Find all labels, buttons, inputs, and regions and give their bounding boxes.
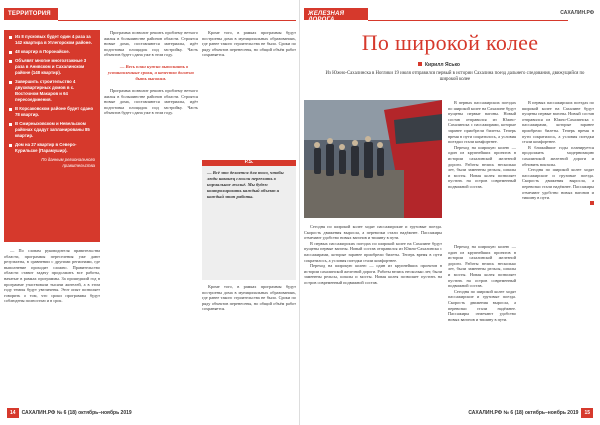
end-mark — [590, 201, 594, 205]
photo-illustration — [304, 100, 442, 218]
page-number: 15 — [581, 408, 593, 418]
article-column-4: Кроме того, в рамках программы будут построены дома в муниципальных образованиях, где ранее такого строительства не было. Сроки по ряду объектов перенесены, но общий объём работ сохраняется. — [202, 284, 296, 312]
pull-quote: — Весь план нужно выполнить в установленные сроки, а качество должно быть высоким. — [108, 63, 194, 81]
sidebar-item: Завершить строительство 4 двухквартирных домов в с. Восточном Макаров и 64 пересоединения. — [9, 79, 95, 103]
right-page — [300, 0, 600, 425]
footer-text: САХАЛИН.РФ № 6 (18) октябрь–ноябрь 2019 — [21, 410, 132, 416]
article-column-1: В первых пассажирских поездах по широкой колее на Сахалине будут пущены первые вагоны. Новый состав отправился из Южно-Сахалинска с пассажирами, которые заранее приобрели билеты. Теперь время в пути сократилось, а условия поездки стали комфортнее. Переход на широкую колею — один из крупнейших проектов в истории сахалинской железной дороги. Работы велись несколько лет, были заменены рельсы, шпалы и мосты. Новая колея позволяет пустить на остров современный подвижной состав. — [448, 100, 516, 189]
article-column-3: Сегодня по широкой колее ходят пассажирские и грузовые поезда. Скорость движения выросла, а перевозки стали надёжнее. Пассажиры отмечают удобство новых вагонов и тишину в пути. В первых пассажирских поездах по широкой колее на Сахалине будут пущены первые вагоны. Новый состав отправился из Южно-Сахалинска с пассажирами, которые заранее приобрели билеты. Теперь время в пути сократилось, а условия поездки стали комфортнее. Переход на широкую колею — один из крупнейших проектов в истории сахалинской железной дороги. Работы велись несколько лет, были заменены рельсы, шпалы и мосты. Новая колея позволяет пустить на остров современный подвижной состав. — [304, 224, 442, 285]
ps-box — [202, 160, 296, 280]
section-label: ТЕРРИТОРИЯ — [4, 8, 58, 20]
sidebar-item: Дом на 27 квартир в Северо-Курильске (Парамушир). — [9, 142, 95, 154]
page-number: 14 — [7, 408, 19, 418]
sidebar-item: 48 квартир в Поронайске. — [9, 49, 95, 55]
right-footer — [468, 408, 596, 420]
site-name: САХАЛИН.РФ — [560, 10, 594, 16]
train-photo — [304, 100, 442, 218]
sidebar-item: Объявят многие многоэтажные 3 раза в Анивском и Сахалинском районе (148 квартир). — [9, 58, 95, 76]
author-marker — [418, 62, 422, 66]
stats-sidebar — [4, 30, 100, 242]
article-column-1: — По словам руководителя правительства области, программы переселения уже дают результаты, в сравнении с другими регионами, где выполнение проходит сложно. Правительство области ставит задачу продолжить все работы, начатые в рамках программы. За прошедший год в программе участвовали тысячи жителей, а в этом году темпы будут увеличены. Этот опыт позволяет говорить о том, что сроки программы будут соблюдены полностью и в срок. — [4, 248, 100, 304]
article-column-4: В первых пассажирских поездах по широкой колее на Сахалине будут пущены первые вагоны. Новый состав отправился из Южно-Сахалинска с пассажирами, которые заранее приобрели билеты. Теперь время в пути сократилось, а условия поездки стали комфортнее. В ближайшие годы планируется продолжить модернизацию сахалинской железной дороги и обновить вокзалы. Сегодня по широкой колее ходят пассажирские и грузовые поезда. Скорость движения выросла, а перевозки стали надёжнее. Пассажиры отмечают удобство новых вагонов и тишину в пути. — [522, 100, 594, 400]
article-column-2: Переход на широкую колею — один из крупнейших проектов в истории сахалинской железной дороги. Работы велись несколько лет, были заменены рельсы, шпалы и мосты. Новая колея позволяет пустить на остров современный подвижной состав. Сегодня по широкой колее ходят пассажирские и грузовые поезда. Скорость движения выросла, а перевозки стали надёжнее. Пассажиры отмечают удобство новых вагонов и тишину в пути. — [448, 244, 516, 322]
sidebar-source: По данным регионального правительства — [41, 157, 95, 168]
footer-text: САХАЛИН.РФ № 6 (18) октябрь–ноябрь 2019 — [468, 410, 579, 416]
section-label: ЖЕЛЕЗНАЯ ДОРОГА — [304, 8, 368, 20]
lead-paragraph: Из Южно-Сахалинска в Ноглики 19 июля отправился первый в истории Сахалина поезд дальнего следования, движущийся по широкой колее — [325, 71, 585, 82]
header-rule — [58, 20, 296, 21]
left-footer — [4, 408, 132, 420]
article-column-3: Кроме того, в рамках программы будут построены дома в муниципальных образованиях, где ранее такого строительства не было. Сроки по ряду объектов перенесены, но общий объём работ сохраняется. — [202, 30, 296, 58]
ps-text: — Всё это делается для того, чтобы люди наконец смогли переехать в нормальное жильё. Мы будем контролировать каждый объект и каждый этап работы. — [207, 170, 284, 199]
author: Кирилл Ясько — [418, 62, 460, 68]
sidebar-item: Из 8 пусковых будет один 4 раза за 142 квартира в Углегорском районе. — [9, 34, 95, 46]
article-column-2: Программа позволит решить проблему ветхого жилья в большинстве районов области. Строятся новые дома, поставляются материалы, идёт подготовка площадок под застройку. Часть объектов будет сдана уже в этом году. — Весь план нужно выполнить в установленные сроки, а качество должно быть высоким. Программа позволит решить проблему ветхого жилья в большинстве районов области. Строятся новые дома, поставляются материалы, идёт подготовка площадок под застройку. Часть объектов будет сдана уже в этом году. — [104, 30, 198, 116]
sidebar-item: В Корсаковском районе будет сдано 78 квартир. — [9, 106, 95, 118]
header-rule — [368, 20, 568, 21]
ps-label: P.S. — [244, 159, 254, 165]
sidebar-item: В Смирныховском и Невельском районах сдадут запланированы 85 квартир. — [9, 121, 95, 139]
article-title: По широкой колее — [361, 30, 539, 55]
